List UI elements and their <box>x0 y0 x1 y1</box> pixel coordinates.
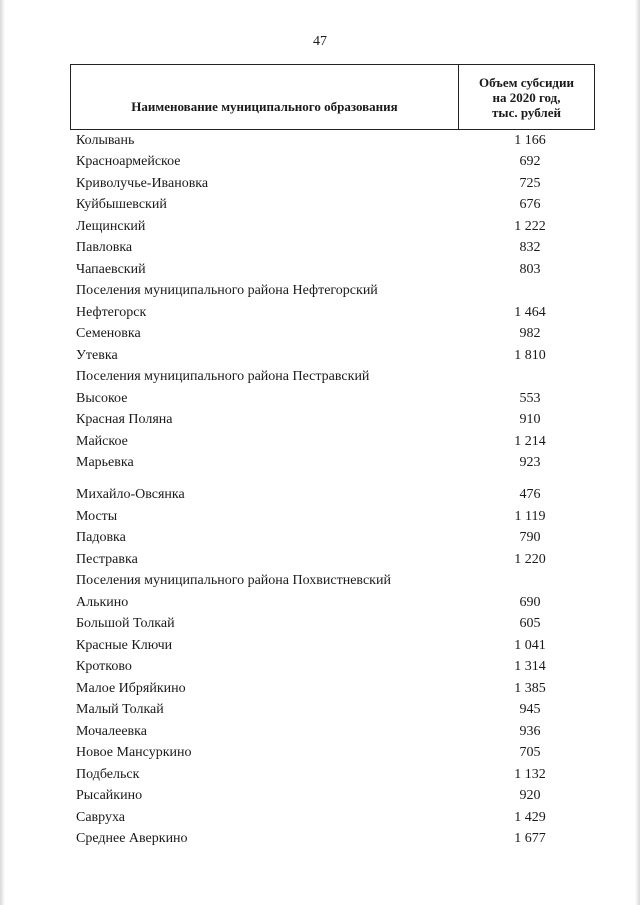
table-row <box>76 700 596 720</box>
table-row <box>76 765 596 785</box>
row-value: 803 <box>519 262 541 277</box>
table-row <box>76 260 596 280</box>
section-heading-row <box>76 571 596 591</box>
row-value: 553 <box>519 391 541 406</box>
row-name: Майское <box>76 434 128 449</box>
header-name-cell <box>71 65 459 129</box>
row-name: Падовка <box>76 530 126 545</box>
row-value: 920 <box>519 788 541 803</box>
row-value: 1 119 <box>514 509 546 524</box>
row-name: Михайло-Овсянка <box>76 487 185 502</box>
row-name: Малый Толкай <box>76 702 164 717</box>
row-value: 1 214 <box>514 434 546 449</box>
row-value: 1 041 <box>514 638 546 653</box>
table-row <box>76 593 596 613</box>
page-edge-right <box>635 0 640 905</box>
row-name: Пестравка <box>76 552 138 567</box>
row-value: 945 <box>519 702 541 717</box>
row-name: Новое Мансуркино <box>76 745 192 760</box>
table-row <box>76 614 596 634</box>
header-amount-cell: Объем субсидии на 2020 год, тыс. рублей <box>479 74 574 120</box>
row-name: Мосты <box>76 509 118 524</box>
table-row <box>76 786 596 806</box>
row-value: 705 <box>519 745 541 760</box>
row-value: 1 132 <box>514 767 546 782</box>
table-row <box>76 453 596 473</box>
table-row <box>76 324 596 344</box>
table-row <box>76 808 596 828</box>
table-row <box>76 722 596 742</box>
table-row <box>76 174 596 194</box>
section-heading-row <box>76 367 596 387</box>
row-value: 1 222 <box>514 219 546 234</box>
row-name: Подбельск <box>76 767 140 782</box>
row-value: 1 429 <box>514 810 546 825</box>
table-row <box>76 238 596 258</box>
row-value: 476 <box>519 487 541 502</box>
row-value: 936 <box>519 724 541 739</box>
row-name: Утевка <box>76 348 118 363</box>
row-value: 910 <box>519 412 541 427</box>
row-value: 1 220 <box>514 552 546 567</box>
row-name: Мочалеевка <box>76 724 147 739</box>
row-name: Рысайкино <box>76 788 143 803</box>
table-row <box>76 432 596 452</box>
row-value: 676 <box>519 197 541 212</box>
table-row <box>76 346 596 366</box>
row-name: Колывань <box>76 133 135 148</box>
row-name: Поселения муниципального района Пестравский <box>76 369 370 384</box>
table-row <box>76 152 596 172</box>
row-name: Нефтегорск <box>76 305 147 320</box>
row-name: Кротково <box>76 659 132 674</box>
row-name: Марьевка <box>76 455 134 470</box>
header-name-label: Наименование муниципального образования <box>131 99 398 114</box>
row-value: 690 <box>519 595 541 610</box>
row-name: Павловка <box>76 240 133 255</box>
table-row <box>76 550 596 570</box>
row-name: Высокое <box>76 391 128 406</box>
table-row <box>76 303 596 323</box>
row-name: Красные Ключи <box>76 638 173 653</box>
table-row <box>76 679 596 699</box>
table-row <box>76 636 596 656</box>
table-row <box>76 389 596 409</box>
row-name: Алькино <box>76 595 129 610</box>
table-row <box>76 410 596 430</box>
table-row <box>76 485 596 505</box>
row-value: 1 464 <box>514 305 546 320</box>
page-number: 47 <box>313 34 327 49</box>
row-name: Лещинский <box>76 219 146 234</box>
row-name: Криволучье-Ивановка <box>76 176 209 191</box>
row-value: 1 677 <box>514 831 546 846</box>
table-row <box>76 217 596 237</box>
row-name: Савруха <box>76 810 126 825</box>
row-name: Семеновка <box>76 326 141 341</box>
row-name: Красная Поляна <box>76 412 173 427</box>
section-heading-row <box>76 281 596 301</box>
table-header <box>70 64 595 130</box>
row-value: 1 166 <box>514 133 546 148</box>
row-value: 1 314 <box>514 659 546 674</box>
table-row <box>76 131 596 151</box>
table-row <box>76 507 596 527</box>
table-row <box>76 195 596 215</box>
row-value: 725 <box>519 176 541 191</box>
row-name: Большой Толкай <box>76 616 175 631</box>
row-name: Малое Ибряйкино <box>76 681 186 696</box>
row-name: Куйбышевский <box>76 197 167 212</box>
table-row <box>76 743 596 763</box>
row-value: 1 385 <box>514 681 546 696</box>
row-value: 923 <box>519 455 541 470</box>
row-name: Поселения муниципального района Нефтегорский <box>76 283 378 298</box>
row-name: Среднее Аверкино <box>76 831 188 846</box>
row-value: 605 <box>519 616 541 631</box>
table-row <box>76 528 596 548</box>
row-value: 790 <box>519 530 541 545</box>
row-name: Поселения муниципального района Похвистневский <box>76 573 391 588</box>
table-row <box>76 657 596 677</box>
table-row <box>76 829 596 849</box>
row-name: Красноармейское <box>76 154 181 169</box>
row-value: 1 810 <box>514 348 546 363</box>
row-value: 982 <box>519 326 541 341</box>
page-edge-left <box>0 0 5 905</box>
row-value: 692 <box>519 154 541 169</box>
row-value: 832 <box>519 240 541 255</box>
row-name: Чапаевский <box>76 262 146 277</box>
